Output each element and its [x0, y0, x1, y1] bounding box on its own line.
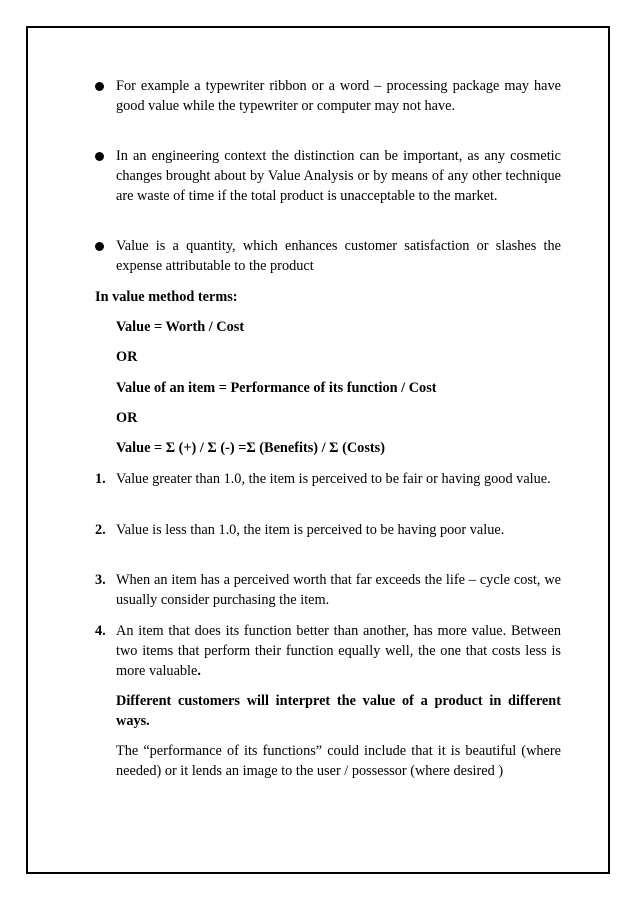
list-text-4: An item that does its function better than another, has more value. Between two items that perform their function equally well, the one that costs less is more valuable: [116, 623, 561, 679]
formula-benefits-costs: Value = Σ (+) / Σ (-) =Σ (Benefits) / Σ (Costs): [116, 440, 385, 456]
formula-worth-cost: Value = Worth / Cost: [116, 319, 245, 335]
list-number-2: 2.: [95, 522, 106, 538]
list-text-3: When an item has a perceived worth that far exceeds the life – cycle cost, we usually consider purchasing the item.: [116, 572, 561, 608]
bullet-dot-3: [95, 242, 104, 251]
list-text-4-period: .: [197, 663, 201, 679]
method-heading: In value method terms:: [95, 289, 238, 305]
closing-bold-statement: Different customers will interpret the value of a product in different ways.: [116, 693, 561, 729]
list-text-4-wrap: [116, 621, 561, 681]
list-number-3: 3.: [95, 572, 106, 588]
or-label-1: OR: [116, 349, 138, 365]
closing-paragraph: The “performance of its functions” could include that it is beautiful (where needed) or it lends an image to the user / possessor (where desired ): [116, 743, 561, 779]
bullet-text-3: Value is a quantity, which enhances customer satisfaction or slashes the expense attributable to the product: [116, 238, 561, 274]
or-label-2: OR: [116, 410, 138, 426]
list-number-4: 4.: [95, 623, 106, 639]
bullet-dot-2: [95, 152, 104, 161]
formula-performance-cost: Value of an item = Performance of its function / Cost: [116, 380, 437, 396]
list-text-2: Value is less than 1.0, the item is perceived to be having poor value.: [116, 522, 505, 538]
bullet-dot-1: [95, 82, 104, 91]
list-number-1: 1.: [95, 471, 106, 487]
bullet-text-1: For example a typewriter ribbon or a word – processing package may have good value while the typewriter or computer may not have.: [116, 78, 561, 114]
list-text-1: Value greater than 1.0, the item is perceived to be fair or having good value.: [116, 471, 551, 487]
bullet-text-2: In an engineering context the distinction can be important, as any cosmetic changes brought about by Value Analysis or by means of any other technique are waste of time if the total product is unacceptable to the market.: [116, 148, 561, 204]
